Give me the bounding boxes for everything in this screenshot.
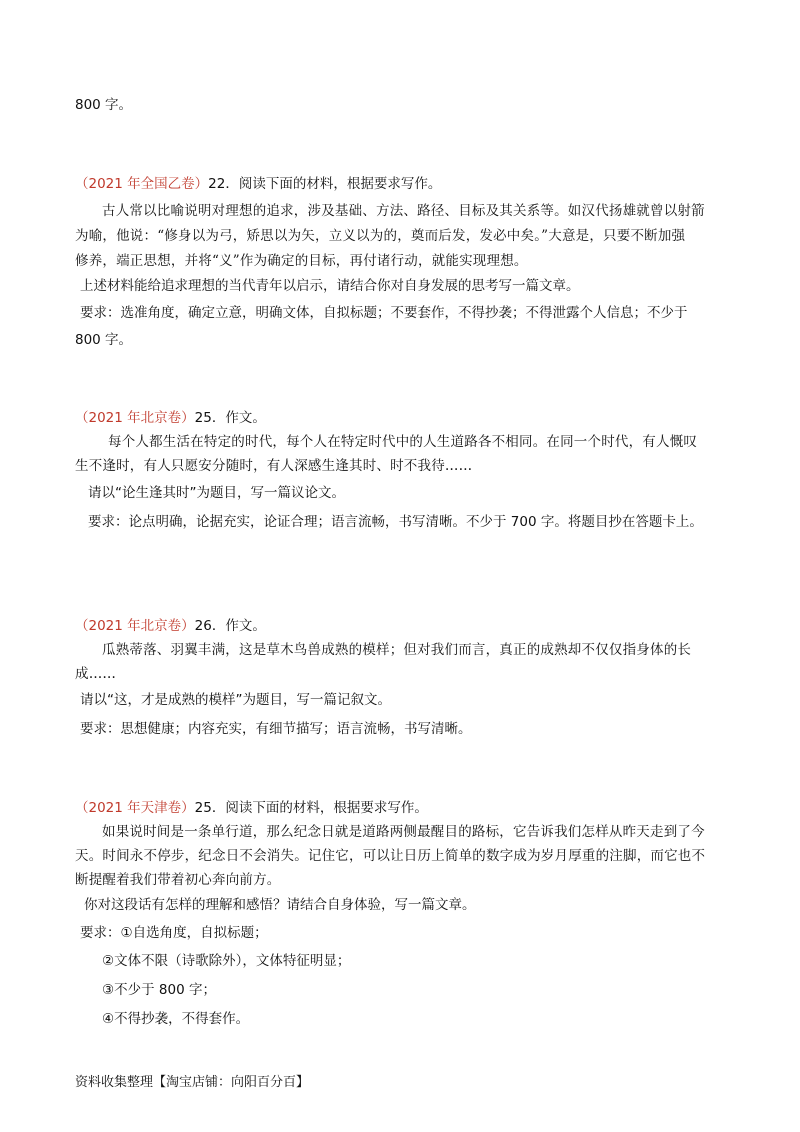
question-header xyxy=(75,616,266,636)
material-line: 每个人都生活在特定的时代，每个人在特定时代中的人生道路各不相同。在同一个时代，有人慨叹 xyxy=(108,434,698,450)
exam-source-label: （2021 年全国乙卷） xyxy=(75,176,209,192)
material-line: 瓜熟蒂落、羽翼丰满，这是草木鸟兽成熟的模样；但对我们而言，真正的成熟却不仅仅指身体的长 xyxy=(102,642,692,658)
material-line: 如果说时间是一条单行道，那么纪念日就是道路两侧最醒目的路标，它告诉我们怎样从昨天走到了今 xyxy=(102,824,705,840)
material-line: 断提醒着我们带着初心奔向前方。 xyxy=(75,872,281,888)
requirements-line: ②文体不限（诗歌除外），文体特征明显； xyxy=(102,953,351,969)
question-title: 25．阅读下面的材料，根据要求写作。 xyxy=(194,800,428,816)
material-line: 成…… xyxy=(75,666,117,682)
question-header xyxy=(75,174,441,194)
requirements-line: ④不得抄袭，不得套作。 xyxy=(102,1011,250,1027)
writing-prompt: 上述材料能给追求理想的当代青年以启示，请结合你对自身发展的思考写一篇文章。 xyxy=(80,278,580,294)
writing-prompt: 请以“论生逢其时”为题目，写一篇议论文。 xyxy=(88,485,345,501)
material-line: 修养，端正思想，并将“义”作为确定的目标，再付诸行动，就能实现理想。 xyxy=(75,253,528,269)
question-title: 25．作文。 xyxy=(194,410,266,426)
exam-source-label: （2021 年北京卷） xyxy=(75,618,195,634)
material-line: 生不逢时，有人只愿安分随时，有人深感生逢其时、时不我待…… xyxy=(75,458,473,474)
requirements-line: 要求：①自选角度，自拟标题； xyxy=(80,925,268,941)
requirements-line: 800 字。 xyxy=(75,332,133,348)
question-header xyxy=(75,798,428,818)
exam-source-label: （2021 年北京卷） xyxy=(75,410,195,426)
intro-tail: 800 字。 xyxy=(75,97,133,113)
material-line: 为喻，他说：“修身以为弓，矫思以为矢，立义以为的，奠而后发，发必中矣。”大意是，只要不断加强 xyxy=(75,228,686,244)
requirements-line: 要求：论点明确，论据充实，论证合理；语言流畅，书写清晰。不少于 700 字。将题目抄在答题卡上。 xyxy=(88,514,703,530)
exam-source-label: （2021 年天津卷） xyxy=(75,800,195,816)
requirements-line: 要求：思想健康；内容充实，有细节描写；语言流畅，书写清晰。 xyxy=(80,721,472,737)
material-line: 天。时间永不停步，纪念日不会消失。记住它，可以让日历上简单的数字成为岁月厚重的注脚，而它也不 xyxy=(75,848,706,864)
page-footer: 资料收集整理【淘宝店铺：向阳百分百】 xyxy=(75,1075,310,1090)
question-header xyxy=(75,408,266,428)
question-title: 26．作文。 xyxy=(194,618,266,634)
material-line: 古人常以比喻说明对理想的追求，涉及基础、方法、路径、目标及其关系等。如汉代扬雄就曾以射箭 xyxy=(102,203,705,219)
writing-prompt: 你对这段话有怎样的理解和感悟？请结合自身体验，写一篇文章。 xyxy=(84,897,476,913)
requirements-line: 要求：选准角度，确定立意，明确文体，自拟标题；不要套作，不得抄袭；不得泄露个人信息；不少于 xyxy=(80,305,688,321)
requirements-line: ③不少于 800 字； xyxy=(102,982,216,998)
question-title: 22．阅读下面的材料，根据要求写作。 xyxy=(208,176,442,192)
writing-prompt: 请以“这，才是成熟的模样”为题目，写一篇记叙文。 xyxy=(80,692,391,708)
